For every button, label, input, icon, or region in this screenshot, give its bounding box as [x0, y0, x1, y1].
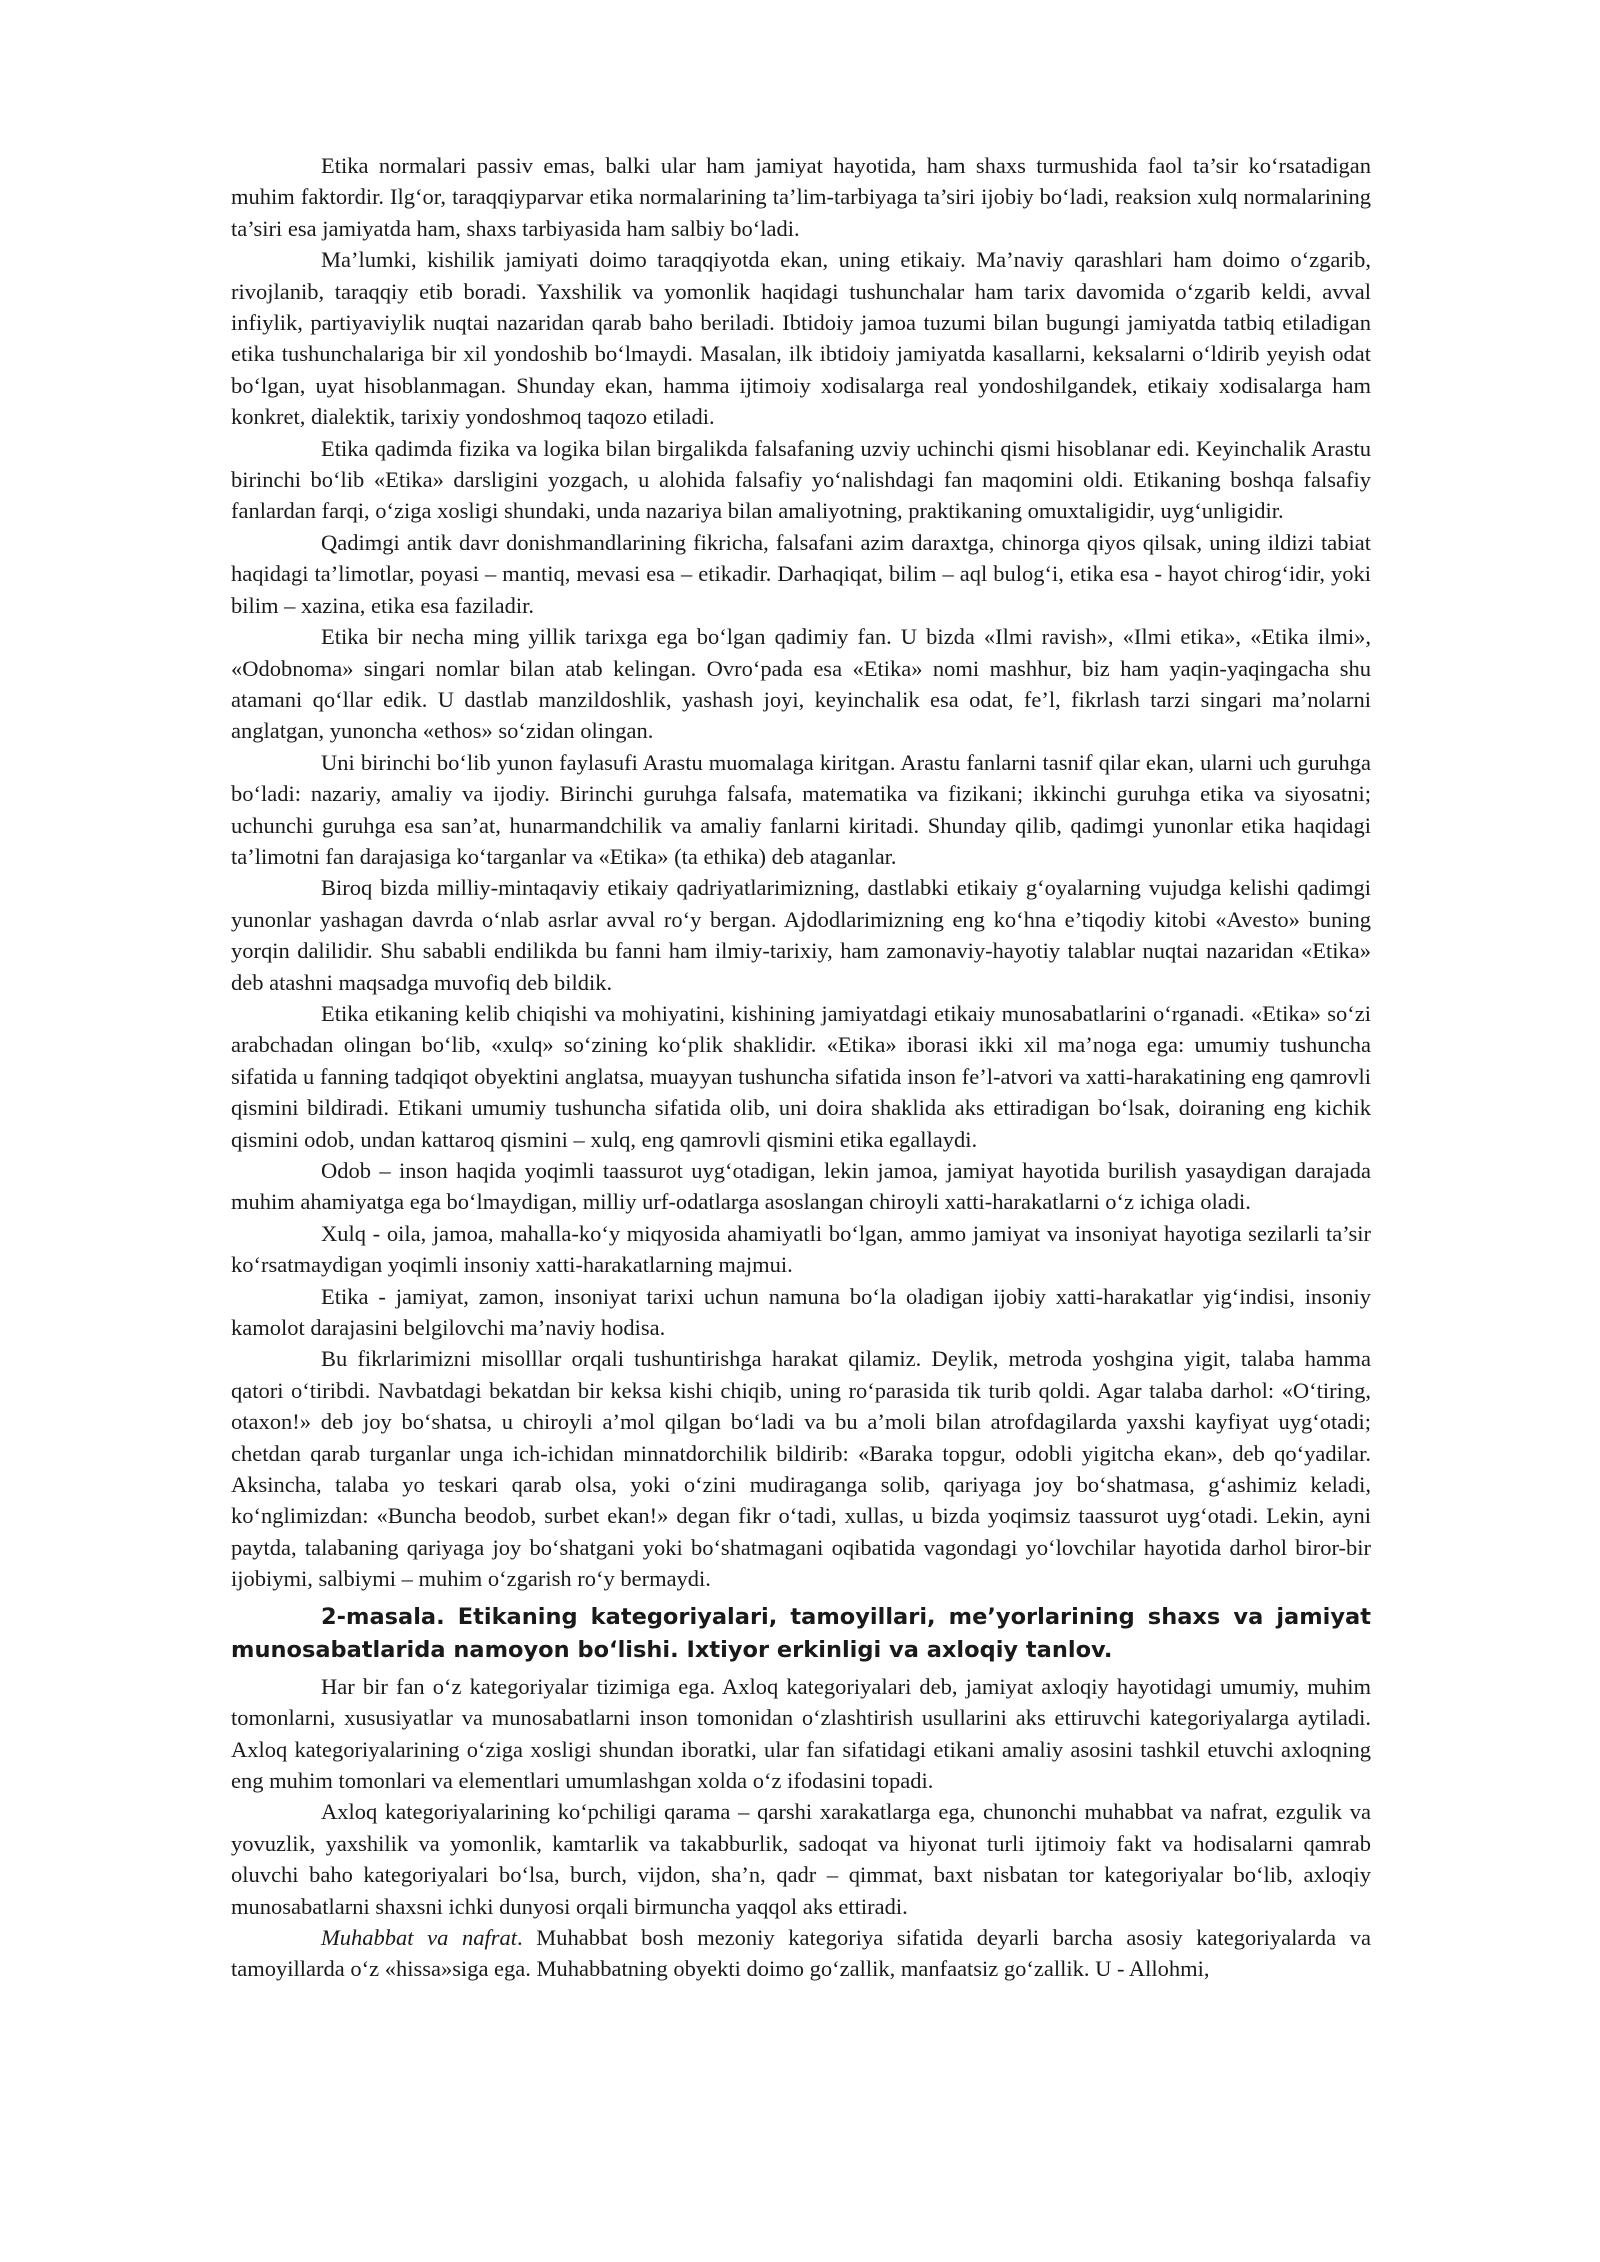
paragraph: Odob – inson haqida yoqimli taassurot uyg‘otadigan, lekin jamoa, jamiyat hayotida burilish yasaydigan darajada muhim ahamiyatga ega bo‘lmaydigan, milliy urf-odatlarga asoslangan chiroyli xatti-harakatlarni o‘z ichiga oladi. [231, 1158, 1371, 1215]
paragraph: Uni birinchi bo‘lib yunon faylasufi Arastu muomalaga kiritgan. Arastu fanlarni tasnif qilar ekan, ularni uch guruhga bo‘ladi: nazariy, amaliy va ijodiy. Birinchi guruhga falsafa, matematika va fizikani; ikkinchi guruhga etika va siyosatni; uchunchi guruhga esa san’at, hunarmandchilik va amaliy fanlarni kiritadi. Shunday qilib, qadimgi yunonlar etika haqidagi ta’limotni fan darajasiga ko‘targanlar va «Etika» (ta ethika) deb ataganlar. [231, 749, 1371, 869]
paragraph: Etika - jamiyat, zamon, insoniyat tarixi uchun namuna bo‘la oladigan ijobiy xatti-harakatlar yig‘indisi, insoniy kamolot darajasini belgilovchi ma’naviy hodisa. [231, 1283, 1371, 1341]
paragraph: Etika qadimda fizika va logika bilan birgalikda falsafaning uzviy uchinchi qismi hisoblanar edi. Keyinchalik Arastu birinchi bo‘lib «Etika» darsligini yozgach, u alohida falsafiy yo‘nalishdagi fan maqomini oldi. Etikaning boshqa falsafiy fanlardan farqi, o‘ziga xosligi shundaki, unda nazariya bilan amaliyotning, praktikaning omuxtaligidir, uyg‘unligidir. [231, 435, 1371, 524]
paragraph: Har bir fan o‘z kategoriyalar tizimiga ega. Axloq kategoriyalari deb, jamiyat axloqiy hayotidagi umumiy, muhim tomonlarni, xususiyatlar va munosabatlarni inson tomonidan o‘zlashtirish usullarini aks ettiruvchi kategoriyalarga aytiladi. Axloq kategoriyalarining o‘ziga xosligi shundan iboratki, ular fan sifatidagi etikani amaliy asosini tashkil etuvchi axloqning eng muhim tomonlari va elementlari umumlashgan xolda o‘z ifodasini topadi. [231, 1673, 1371, 1793]
paragraph-text: . Muhabbat bosh mezoniy kategoriya sifatida deyarli barcha asosiy kategoriyalarda va tamoyillarda o‘z «hissa»siga ega. Muhabbatning obyekti doimo go‘zallik, manfaatsiz go‘zallik. U - Allohmi, [231, 1924, 1371, 1982]
paragraph-last [231, 1922, 1371, 1985]
paragraph: Etika bir necha ming yillik tarixga ega bo‘lgan qadimiy fan. U bizda «Ilmi ravish», «Ilmi etika», «Etika ilmi», «Odobnoma» singari nomlar bilan atab kelingan. Ovro‘pada esa «Etika» nomi mashhur, biz ham yaqin-yaqingacha shu atamani qo‘llar edik. U dastlab manzildoshlik, yashash joyi, keyinchalik esa odat, fe’l, fikrlash tarzi singari ma’nolarni anglatgan, yunoncha «ethos» so‘zidan olingan. [231, 624, 1371, 744]
paragraph: Bu fikrlarimizni misolllar orqali tushuntirishga harakat qilamiz. Deylik, metroda yoshgina yigit, talaba hamma qatori o‘tiribdi. Navbatdagi bekatdan bir keksa kishi chiqib, uning ro‘parasida tik turib qoldi. Agar talaba darhol: «O‘tiring, otaxon!» deb joy bo‘shatsa, u chiroyli a’mol qilgan bo‘ladi va bu a’moli bilan atrofdagilarda yaxshi kayfiyat uyg‘otadi; chetdan qarab turganlar unga ich-ichidan minnatdorchilik bildirib: «Baraka topgur, odobli yigitcha ekan», deb qo‘yadilar. Aksincha, talaba yo teskari qarab olsa, yoki o‘zini mudiraganga solib, qariyaga joy bo‘shatmasa, g‘ashimiz keladi, ko‘nglimizdan: «Buncha beodob, surbet ekan!» degan fikr o‘tadi, xullas, u bizda yoqimsiz taassurot uyg‘otadi. Lekin, ayni paytda, talabaning qariyaga joy bo‘shatgani yoki bo‘shatmagani oqibatida vagondagi yo‘lovchilar hayotida darhol biror-bir ijobiymi, salbiymi – muhim o‘zgarish ro‘y bermaydi. [231, 1346, 1371, 1592]
document-page [231, 150, 1371, 1985]
paragraph: Xulq - oila, jamoa, mahalla-ko‘y miqyosida ahamiyatli bo‘lgan, ammo jamiyat va insoniyat hayotiga sezilarli ta’sir ko‘rsatmaydigan yoqimli insoniy xatti-harakatlarning majmui. [231, 1220, 1371, 1278]
section-heading: 2-masala. Etikaning kategoriyalari, tamoyillari, me’yorlarining shaxs va jamiyat munosabatlarida namoyon bo‘lishi. Ixtiyor erkinligi va axloqiy tanlov. [231, 1603, 1371, 1663]
paragraph: Etika etikaning kelib chiqishi va mohiyatini, kishining jamiyatdagi etikaiy munosabatlarini o‘rganadi. «Etika» so‘zi arabchadan olingan bo‘lib, «xulq» so‘zining ko‘plik shaklidir. «Etika» iborasi ikki xil ma’noga ega: umumiy tushuncha sifatida u fanning tadqiqot obyektini anglatsa, muayyan tushuncha sifatida inson fe’l-atvori va xatti-harakatining eng qamrovli qismini bildiradi. Etikani umumiy tushuncha sifatida olib, uni doira shaklida aks ettiradigan bo‘lsak, doiraning eng kichik qismini odob, undan kattaroq qismini – xulq, eng qamrovli qismini etika egallaydi. [231, 1000, 1371, 1152]
paragraph: Qadimgi antik davr donishmandlarining fikricha, falsafani azim daraxtga, chinorga qiyos qilsak, uning ildizi tabiat haqidagi ta’limotlar, poyasi – mantiq, mevasi esa – etikadir. Darhaqiqat, bilim – aql bulog‘i, etika esa - hayot chirog‘idir, yoki bilim – xazina, etika esa faziladir. [231, 529, 1371, 618]
italic-term: Muhabbat va nafrat [321, 1924, 517, 1950]
paragraph: Ma’lumki, kishilik jamiyati doimo taraqqiyotda ekan, uning etikaiy. Ma’naviy qarashlari ham doimo o‘zgarib, rivojlanib, taraqqiy etib boradi. Yaxshilik va yomonlik haqidagi tushunchalar ham tarix davomida o‘zgarib keldi, avval infiylik, partiyaviylik nuqtai nazaridan qarab baho beriladi. Ibtidoiy jamoa tuzumi bilan bugungi jamiyatda tatbiq etiladigan etika tushunchalariga bir xil yondoshib bo‘lmaydi. Masalan, ilk ibtidoiy jamiyatda kasallarni, keksalarni o‘ldirib yeyish odat bo‘lgan, uyat hisoblanmagan. Shunday ekan, hamma ijtimoiy xodisalarga real yondoshilgandek, etikaiy xodisalarga ham konkret, dialektik, tarixiy yondoshmoq taqozo etiladi. [231, 247, 1371, 430]
paragraph: Etika normalari passiv emas, balki ular ham jamiyat hayotida, ham shaxs turmushida faol ta’sir ko‘rsatadigan muhim faktordir. Ilg‘or, taraqqiyparvar etika normalarining ta’lim-tarbiyaga ta’siri ijobiy bo‘ladi, reaksion xulq normalarining ta’siri esa jamiyatda ham, shaxs tarbiyasida ham salbiy bo‘ladi. [231, 153, 1371, 241]
paragraph: Axloq kategoriyalarining ko‘pchiligi qarama – qarshi xarakatlarga ega, chunonchi muhabbat va nafrat, ezgulik va yovuzlik, yaxshilik va yomonlik, kamtarlik va takabburlik, sadoqat va hiyonat turli ijtimoiy fakt va hodisalarni qamrab oluvchi baho kategoriyalari bo‘lsa, burch, vijdon, sha’n, qadr – qimmat, baxt nisbatan tor kategoriyalar bo‘lib, axloqiy munosabatlarni shaxsni ichki dunyosi orqali birmuncha yaqqol aks ettiradi. [231, 1799, 1371, 1919]
paragraph: Biroq bizda milliy-mintaqaviy etikaiy qadriyatlarimizning, dastlabki etikaiy g‘oyalarning vujudga kelishi qadimgi yunonlar yashagan davrda o‘nlab asrlar avval ro‘y bergan. Ajdodlarimizning eng ko‘hna e’tiqodiy kitobi «Avesto» buning yorqin dalilidir. Shu sababli endilikda bu fanni ham ilmiy-tarixiy, ham zamonaviy-hayotiy talablar nuqtai nazaridan «Etika» deb atashni maqsadga muvofiq deb bildik. [231, 875, 1371, 995]
